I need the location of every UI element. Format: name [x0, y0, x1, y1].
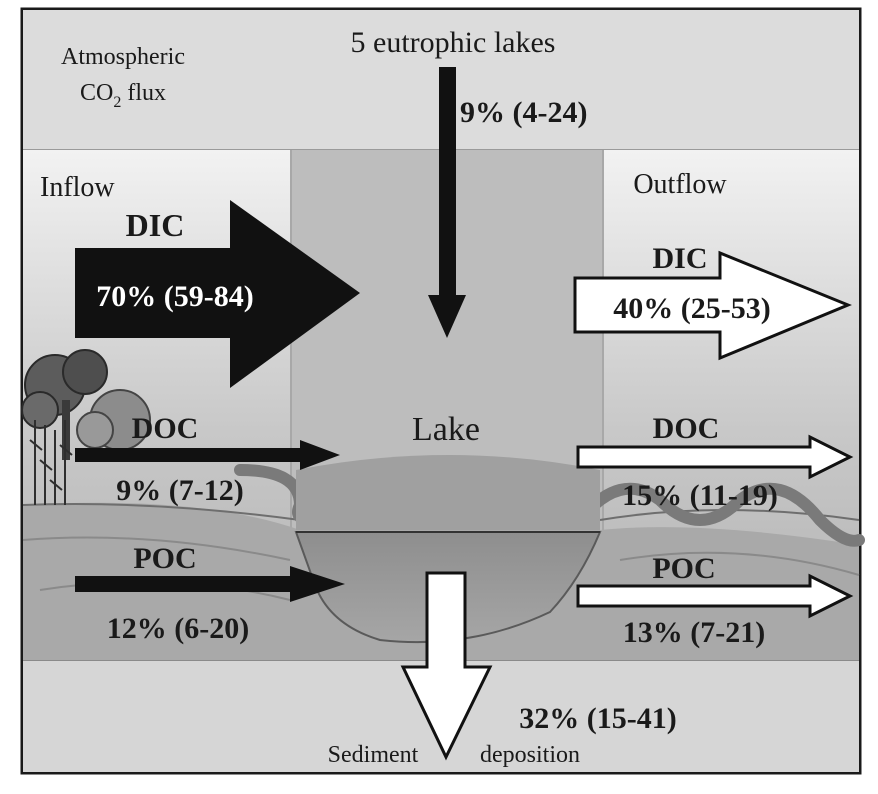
lake-surface: [296, 455, 600, 530]
inflow-dic-value: 70% (59-84): [96, 280, 254, 313]
outflow-doc-label: DOC: [652, 412, 720, 445]
atmospheric-flux-value: 9% (4-24): [460, 96, 588, 129]
inflow-doc-value: 9% (7-12): [116, 474, 244, 507]
inflow-dic-label: DIC: [125, 207, 185, 243]
outflow-doc-value: 15% (11-19): [622, 479, 778, 512]
inflow-poc-label: POC: [133, 542, 197, 575]
outflow-dic-label: DIC: [652, 242, 708, 275]
outflow-heading: Outflow: [633, 169, 727, 200]
diagram-title: 5 eutrophic lakes: [350, 26, 556, 59]
sediment-word-label: Sediment: [327, 742, 419, 768]
outflow-poc-value: 13% (7-21): [622, 616, 766, 649]
deposition-word-label: deposition: [480, 742, 580, 768]
inflow-doc-label: DOC: [131, 412, 199, 445]
co2-flux-label: $CO_2$ flux: [79, 80, 167, 111]
inflow-poc-value: 12% (6-20): [106, 612, 250, 645]
sediment-value: 32% (15-41): [519, 702, 677, 735]
outflow-poc-label: POC: [652, 552, 716, 585]
outflow-dic-value: 40% (25-53): [613, 292, 771, 325]
atmospheric-label: Atmospheric: [61, 44, 185, 70]
lake-label: Lake: [412, 411, 480, 448]
inflow-heading: Inflow: [40, 172, 115, 203]
